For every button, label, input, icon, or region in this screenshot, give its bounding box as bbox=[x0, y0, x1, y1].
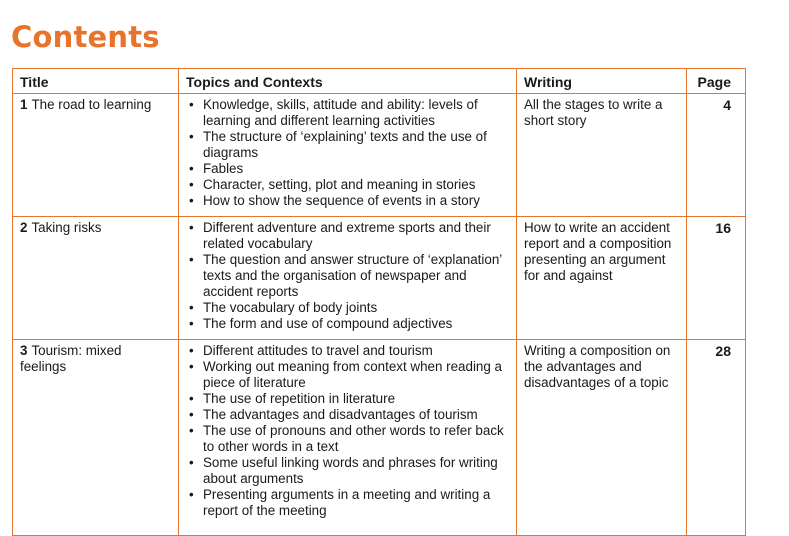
unit-number: 2 bbox=[20, 220, 28, 235]
list-item: • The use of pronouns and other words to refer back to other words in a text bbox=[186, 423, 509, 455]
list-item: • How to show the sequence of events in a story bbox=[186, 193, 509, 209]
list-item: • The advantages and disadvantages of tourism bbox=[186, 407, 509, 423]
page-number: 4 bbox=[687, 94, 746, 217]
column-header-title: Title bbox=[13, 69, 179, 94]
list-item: • The use of repetition in literature bbox=[186, 391, 509, 407]
table-row bbox=[13, 94, 746, 217]
page-number: 28 bbox=[687, 340, 746, 536]
list-item: • Presenting arguments in a meeting and writing a report of the meeting bbox=[186, 487, 509, 519]
list-item: • The form and use of compound adjectives bbox=[186, 316, 509, 332]
list-item: • Character, setting, plot and meaning in stories bbox=[186, 177, 509, 193]
table-row bbox=[13, 340, 746, 536]
column-header-page: Page bbox=[687, 69, 746, 94]
list-item: • Working out meaning from context when reading a piece of literature bbox=[186, 359, 509, 391]
page-title: Contents bbox=[11, 20, 160, 54]
unit-number: 3 bbox=[20, 343, 28, 358]
table-row bbox=[13, 217, 746, 340]
list-item: • Knowledge, skills, attitude and ability: levels of learning and different learning activities bbox=[186, 97, 509, 129]
list-item: • Different adventure and extreme sports and their related vocabulary bbox=[186, 220, 509, 252]
unit-title: Tourism: mixed feelings bbox=[20, 343, 122, 374]
column-header-topics: Topics and Contexts bbox=[179, 69, 517, 94]
topics-cell bbox=[179, 217, 517, 340]
list-item: • The question and answer structure of ‘explanation’ texts and the organisation of newspaper and accident reports bbox=[186, 252, 509, 300]
topics-cell bbox=[179, 94, 517, 217]
unit-title-cell bbox=[13, 94, 179, 217]
header-row bbox=[13, 69, 746, 94]
page-number: 16 bbox=[687, 217, 746, 340]
list-item: • The vocabulary of body joints bbox=[186, 300, 509, 316]
topics-list bbox=[186, 97, 509, 209]
column-header-writing: Writing bbox=[517, 69, 687, 94]
unit-title: The road to learning bbox=[31, 97, 152, 112]
topics-list bbox=[186, 343, 509, 519]
unit-number: 1 bbox=[20, 97, 28, 112]
unit-title-cell bbox=[13, 217, 179, 340]
topics-list bbox=[186, 220, 509, 332]
topics-cell bbox=[179, 340, 517, 536]
unit-title: Taking risks bbox=[31, 220, 102, 235]
list-item: • The structure of ‘explaining’ texts and the use of diagrams bbox=[186, 129, 509, 161]
list-item: • Fables bbox=[186, 161, 509, 177]
writing-cell: Writing a composition on the advantages and disadvantages of a topic bbox=[517, 340, 687, 536]
writing-cell: All the stages to write a short story bbox=[517, 94, 687, 217]
contents-table bbox=[12, 68, 746, 536]
list-item: • Some useful linking words and phrases for writing about arguments bbox=[186, 455, 509, 487]
writing-cell: How to write an accident report and a composition presenting an argument for and against bbox=[517, 217, 687, 340]
list-item: • Different attitudes to travel and tourism bbox=[186, 343, 509, 359]
unit-title-cell bbox=[13, 340, 179, 536]
